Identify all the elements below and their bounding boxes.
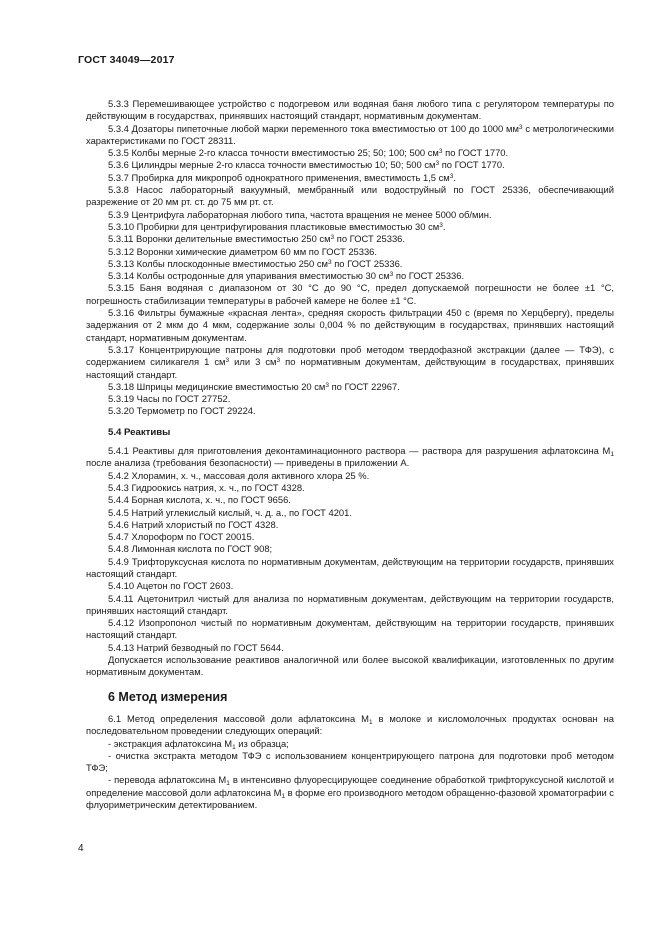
text-run: 5.3.7 Пробирка для микропроб однократного применения, вместимость 1,5 см (108, 171, 450, 183)
text-run: - очистка экстракта методом ТФЭ с использованием концентрирующего патрона для подготовки проб методом ТФЭ; (86, 749, 614, 774)
text-run: по ГОСТ 1770. (442, 147, 509, 159)
text-run: 5.3.3 Перемешивающее устройство с подогревом или водяная баня любого типа с регулятором температуры по действующим в государствах, принявших настоящий стандарт, нормативным документам. (86, 98, 614, 122)
list-533 (86, 98, 614, 418)
text-run: после анализа (требования безопасности) — приведены в приложении А. (86, 457, 410, 469)
text-run: 5.4.6 Натрий хлористый по ГОСТ 4328. (108, 518, 279, 530)
paragraph (86, 713, 614, 738)
text-run: 5.3.5 Колбы мерные 2-го класса точности вместимостью 25; 50; 100; 500 см (108, 147, 439, 159)
text-run: 5.3.12 Воронки химические диаметром 60 мм по ГОСТ 25336. (108, 245, 378, 257)
sub-script: 1 (610, 451, 614, 459)
paragraph (86, 519, 614, 531)
paragraph (86, 617, 614, 642)
text-run: 5.3.4 Дозаторы пипеточные любой марки переменного тока вместимостью от 100 до 1000 мм (108, 122, 519, 134)
text-run: по ГОСТ 25336. (331, 257, 403, 269)
sup-script: 3 (330, 234, 335, 242)
text-run: 5.3.16 Фильтры бумажные «красная лента», средняя скорость фильтрации 450 с (время по Херцбергу), пределы задержания от 2 мкм до 4 мкм, содержание золы 0,004 % по действующим в государствах, принявших настоящий стандарт, нормативным документам. (86, 307, 614, 343)
text-run: по нормативным документам, действующим в государствах, принявших настоящий стандарт. (86, 356, 615, 380)
text-run: 5.3.14 Колбы остродонные для упаривания вместимостью 30 см (108, 270, 390, 282)
text-run: в интенсивно флуоресцирующее соединение обработкой трифторуксусной кислотой и определение массовой доли афлатоксина М (86, 774, 614, 798)
text-run: 5.4.3 Гидроокись натрия, х. ч., по ГОСТ 4328. (108, 481, 305, 493)
text-run: 5.3.19 Часы по ГОСТ 27752. (108, 393, 231, 405)
paragraph (86, 184, 614, 209)
text-run: 5.4.11 Ацетонитрил чистый для анализа по нормативным документам, действующим на территории государств, принявших настоящий стандарт. (86, 592, 614, 616)
text-run: 5.4.13 Натрий безводный по ГОСТ 5644. (108, 641, 284, 653)
paragraph (86, 209, 614, 221)
text-run: 5.4.12 Изопропонол чистый по нормативным документам, действующим на территории государств, принявших настоящий стандарт. (86, 617, 614, 641)
sub-script: 1 (281, 792, 286, 800)
sup-script: 3 (325, 381, 329, 389)
text-run: 5.3.10 Пробирки для центрифугирования пластиковые вместимостью 30 см (108, 220, 440, 232)
text-run: 5.3.20 Термометр по ГОСТ 29224. (108, 405, 256, 417)
sup-script: 3 (389, 271, 394, 279)
sup-script: 3 (518, 123, 523, 131)
paragraph (86, 494, 614, 506)
text-run: - перевода афлатоксина М (108, 774, 227, 786)
paragraph (86, 147, 614, 159)
text-run: 5.3.9 Центрифуга лабораторная любого типа, частота вращения не менее 5000 об/мин. (108, 208, 492, 220)
paragraph (86, 159, 614, 171)
text-run: 5.4.4 Борная кислота, х. ч., по ГОСТ 9656. (108, 494, 291, 506)
paragraph (86, 307, 614, 344)
page-body (86, 98, 614, 811)
text-run: . (442, 220, 446, 232)
document-header: ГОСТ 34049—2017 (78, 54, 175, 66)
paragraph (86, 482, 614, 494)
paragraph (86, 580, 614, 592)
text-run: . (453, 171, 456, 183)
text-run: 6.1 Метод определения массовой доли афлатоксина М (108, 712, 369, 724)
paragraph (86, 123, 614, 148)
paragraph (86, 531, 614, 543)
list-6 (86, 713, 614, 811)
sub-script: 1 (232, 743, 236, 751)
text-run: 5.3.17 Концентрирующие патроны для подготовки проб методом твердофазной экстракции (далее — ТФЭ), с содержанием силикагеля 1 см (86, 343, 614, 368)
text-run: из образца; (235, 737, 289, 749)
sub-script: 1 (226, 780, 230, 788)
text-run: или 3 см (229, 356, 277, 368)
paragraph (86, 750, 614, 775)
sub-script: 1 (368, 718, 373, 726)
paragraph (86, 233, 614, 245)
list-54 (86, 445, 614, 679)
text-run: в молоке и кисломолочных продуктах основан на последовательном проведении следующих операций: (86, 712, 614, 737)
text-run: в форме его производного методом обращенно-фазовой хроматографии с флуориметрическим детектированием. (86, 786, 614, 811)
paragraph (86, 642, 614, 654)
text-run: 5.3.15 Баня водяная с диапазоном от 30 °С до 90 °С, предел допускаемой погрешности не более ±1 °С, погрешность стабилизации температуры в рабочей камере не более ±1 °С. (86, 282, 614, 306)
sup-script: 3 (439, 221, 443, 229)
section-6-title: 6 Метод измерения (108, 689, 228, 704)
sup-script: 3 (438, 148, 443, 156)
paragraph (86, 543, 614, 555)
paragraph (86, 774, 614, 811)
paragraph (86, 738, 614, 750)
paragraph (86, 393, 614, 405)
paragraph (86, 470, 614, 482)
paragraph (86, 282, 614, 307)
text-run: по ГОСТ 22967. (329, 380, 400, 392)
text-run: 5.4.5 Натрий углекислый кислый, ч. д. а., по ГОСТ 4201. (108, 506, 352, 518)
paragraph (86, 507, 614, 519)
sup-script: 3 (327, 258, 332, 266)
text-run: Допускается использование реактивов аналогичной или более высокой квалификации, изготовленных по другим нормативным документам. (86, 654, 614, 678)
paragraph (86, 654, 614, 679)
text-run: - экстракция афлатоксина М (108, 737, 233, 749)
text-run: 5.3.6 Цилиндры мерные 2-го класса точности вместимостью 10; 50; 500 см (108, 159, 436, 171)
sup-script: 3 (225, 357, 230, 365)
paragraph (86, 405, 614, 417)
paragraph (86, 258, 614, 270)
text-run: 5.3.18 Шприцы медицинские вместимостью 20 см (108, 380, 326, 392)
sup-script: 3 (276, 357, 281, 365)
text-run: 5.4.1 Реактивы для приготовления деконтаминационного раствора — раствора для разрушения афлатоксина М (108, 445, 611, 457)
page-number: 4 (78, 843, 84, 854)
text-run: 5.4.7 Хлороформ по ГОСТ 20015. (108, 531, 255, 543)
paragraph (86, 172, 614, 184)
text-run: 5.4.2 Хлорамин, х. ч., массовая доля активного хлора 25 %. (108, 469, 370, 481)
paragraph (86, 344, 614, 381)
paragraph (86, 556, 614, 581)
text-run: 5.3.13 Колбы плоскодонные вместимостью 250 см (108, 257, 328, 269)
paragraph (86, 98, 614, 123)
text-run: 5.4.9 Трифторуксусная кислота по нормативным документам, действующим на территории государств, принявших настоящий стандарт. (86, 555, 614, 579)
text-run: 5.3.8 Насос лабораторный вакуумный, мембранный или водоструйный по ГОСТ 25336, обеспечивающий разрежение от 20 мм рт. ст. до 75 мм рт. ст. (86, 184, 614, 208)
text-run: 5.3.11 Воронки делительные вместимостью 250 см (108, 233, 331, 245)
paragraph (86, 221, 614, 233)
text-run: 5.4.10 Ацетон по ГОСТ 2603. (108, 580, 234, 592)
text-run: 5.4.8 Лимонная кислота по ГОСТ 908; (108, 543, 273, 555)
section-5-4-title: 5.4 Реактивы (108, 426, 171, 438)
paragraph (86, 246, 614, 258)
text-run: с метрологическими характеристиками по ГОСТ 28311. (86, 122, 614, 146)
paragraph (86, 270, 614, 282)
paragraph (86, 593, 614, 618)
text-run: по ГОСТ 25336. (393, 270, 465, 282)
sup-script: 3 (449, 172, 454, 180)
sup-script: 3 (435, 160, 440, 168)
text-run: по ГОСТ 25336. (334, 233, 405, 245)
paragraph (86, 381, 614, 393)
text-run: по ГОСТ 1770. (439, 159, 505, 171)
paragraph (86, 445, 614, 470)
